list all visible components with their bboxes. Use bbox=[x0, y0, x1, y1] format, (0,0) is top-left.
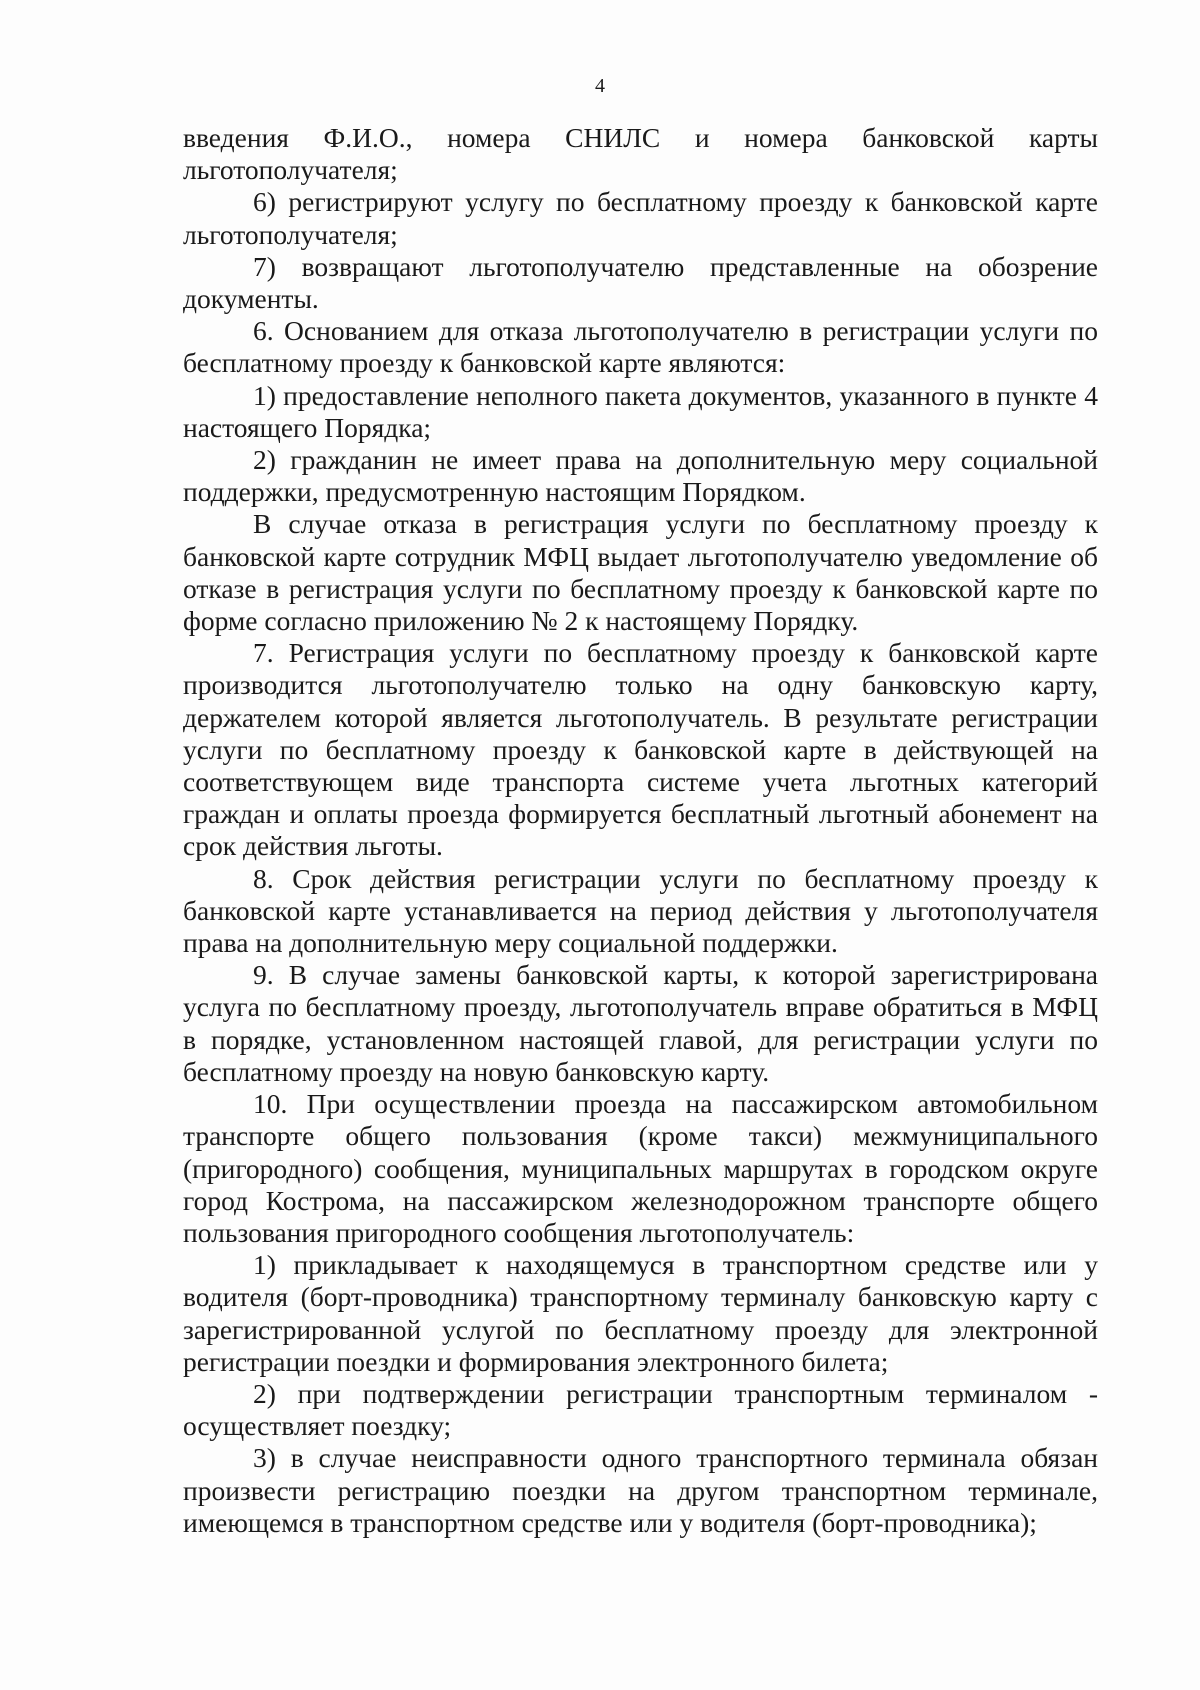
paragraph: 9. В случае замены банковской карты, к которой зарегистрирована услуга по бесплатному проезду, льготополучатель вправе обратиться в МФЦ в порядке, установленном настоящей главой, для регистрации услуги по бесплатному проезду на новую банковскую карту. bbox=[183, 959, 1098, 1087]
paragraph: 7. Регистрация услуги по бесплатному проезду к банковской карте производится льготополучателю только на одну банковскую карту, держателем которой является льготополучатель. В результате регистрации услуги по бесплатному проезду к банковской карте в действующей на соответствующем виде транспорта системе учета льготных категорий граждан и оплаты проезда формируется бесплатный льготный абонемент на срок действия льготы. bbox=[183, 637, 1098, 862]
paragraph: 1) предоставление неполного пакета документов, указанного в пункте 4 настоящего Порядка; bbox=[183, 379, 1098, 443]
paragraph: 10. При осуществлении проезда на пассажирском автомобильном транспорте общего пользования (кроме такси) межмуниципального (пригородного) сообщения, муниципальных маршрутах в городском округе город Кострома, на пассажирском железнодорожном транспорте общего пользования пригородного сообщения льготополучатель: bbox=[183, 1088, 1098, 1248]
paragraph: 3) в случае неисправности одного транспортного терминала обязан произвести регистрацию поездки на другом транспортном терминале, имеющемся в транспортном средстве или у водителя (борт-проводника); bbox=[183, 1442, 1098, 1538]
paragraph: 7) возвращают льготополучателю представленные на обозрение документы. bbox=[183, 250, 1098, 315]
paragraph: 1) прикладывает к находящемуся в транспортном средстве или у водителя (борт-проводника) транспортному терминалу банковскую карту с зарегистрированной услугой по бесплатному проезду для электронной регистрации поездки и формирования электронного билета; bbox=[183, 1249, 1098, 1377]
paragraph: В случае отказа в регистрация услуги по бесплатному проезду к банковской карте сотрудник МФЦ выдает льготополучателю уведомление об отказе в регистрация услуги по бесплатному проезду к банковской карте по форме согласно приложению № 2 к настоящему Порядку. bbox=[183, 508, 1098, 637]
paragraph: введения Ф.И.О., номера СНИЛС и номера банковской карты льготополучателя; bbox=[183, 122, 1098, 186]
page-number: 4 bbox=[595, 75, 605, 97]
paragraph: 8. Срок действия регистрации услуги по бесплатному проезду к банковской карте устанавливается на период действия у льготополучателя права на дополнительную меру социальной поддержки. bbox=[183, 862, 1098, 959]
paragraph: 2) при подтверждении регистрации транспортным терминалом - осуществляет поездку; bbox=[183, 1377, 1098, 1442]
paragraph: 2) гражданин не имеет права на дополнительную меру социальной поддержки, предусмотренную настоящим Порядком. bbox=[183, 444, 1098, 508]
document-body bbox=[183, 122, 1098, 1539]
paragraph: 6) регистрируют услугу по бесплатному проезду к банковской карте льготополучателя; bbox=[183, 186, 1098, 250]
paragraph: 6. Основанием для отказа льготополучателю в регистрации услуги по бесплатному проезду к банковской карте являются: bbox=[183, 315, 1098, 379]
